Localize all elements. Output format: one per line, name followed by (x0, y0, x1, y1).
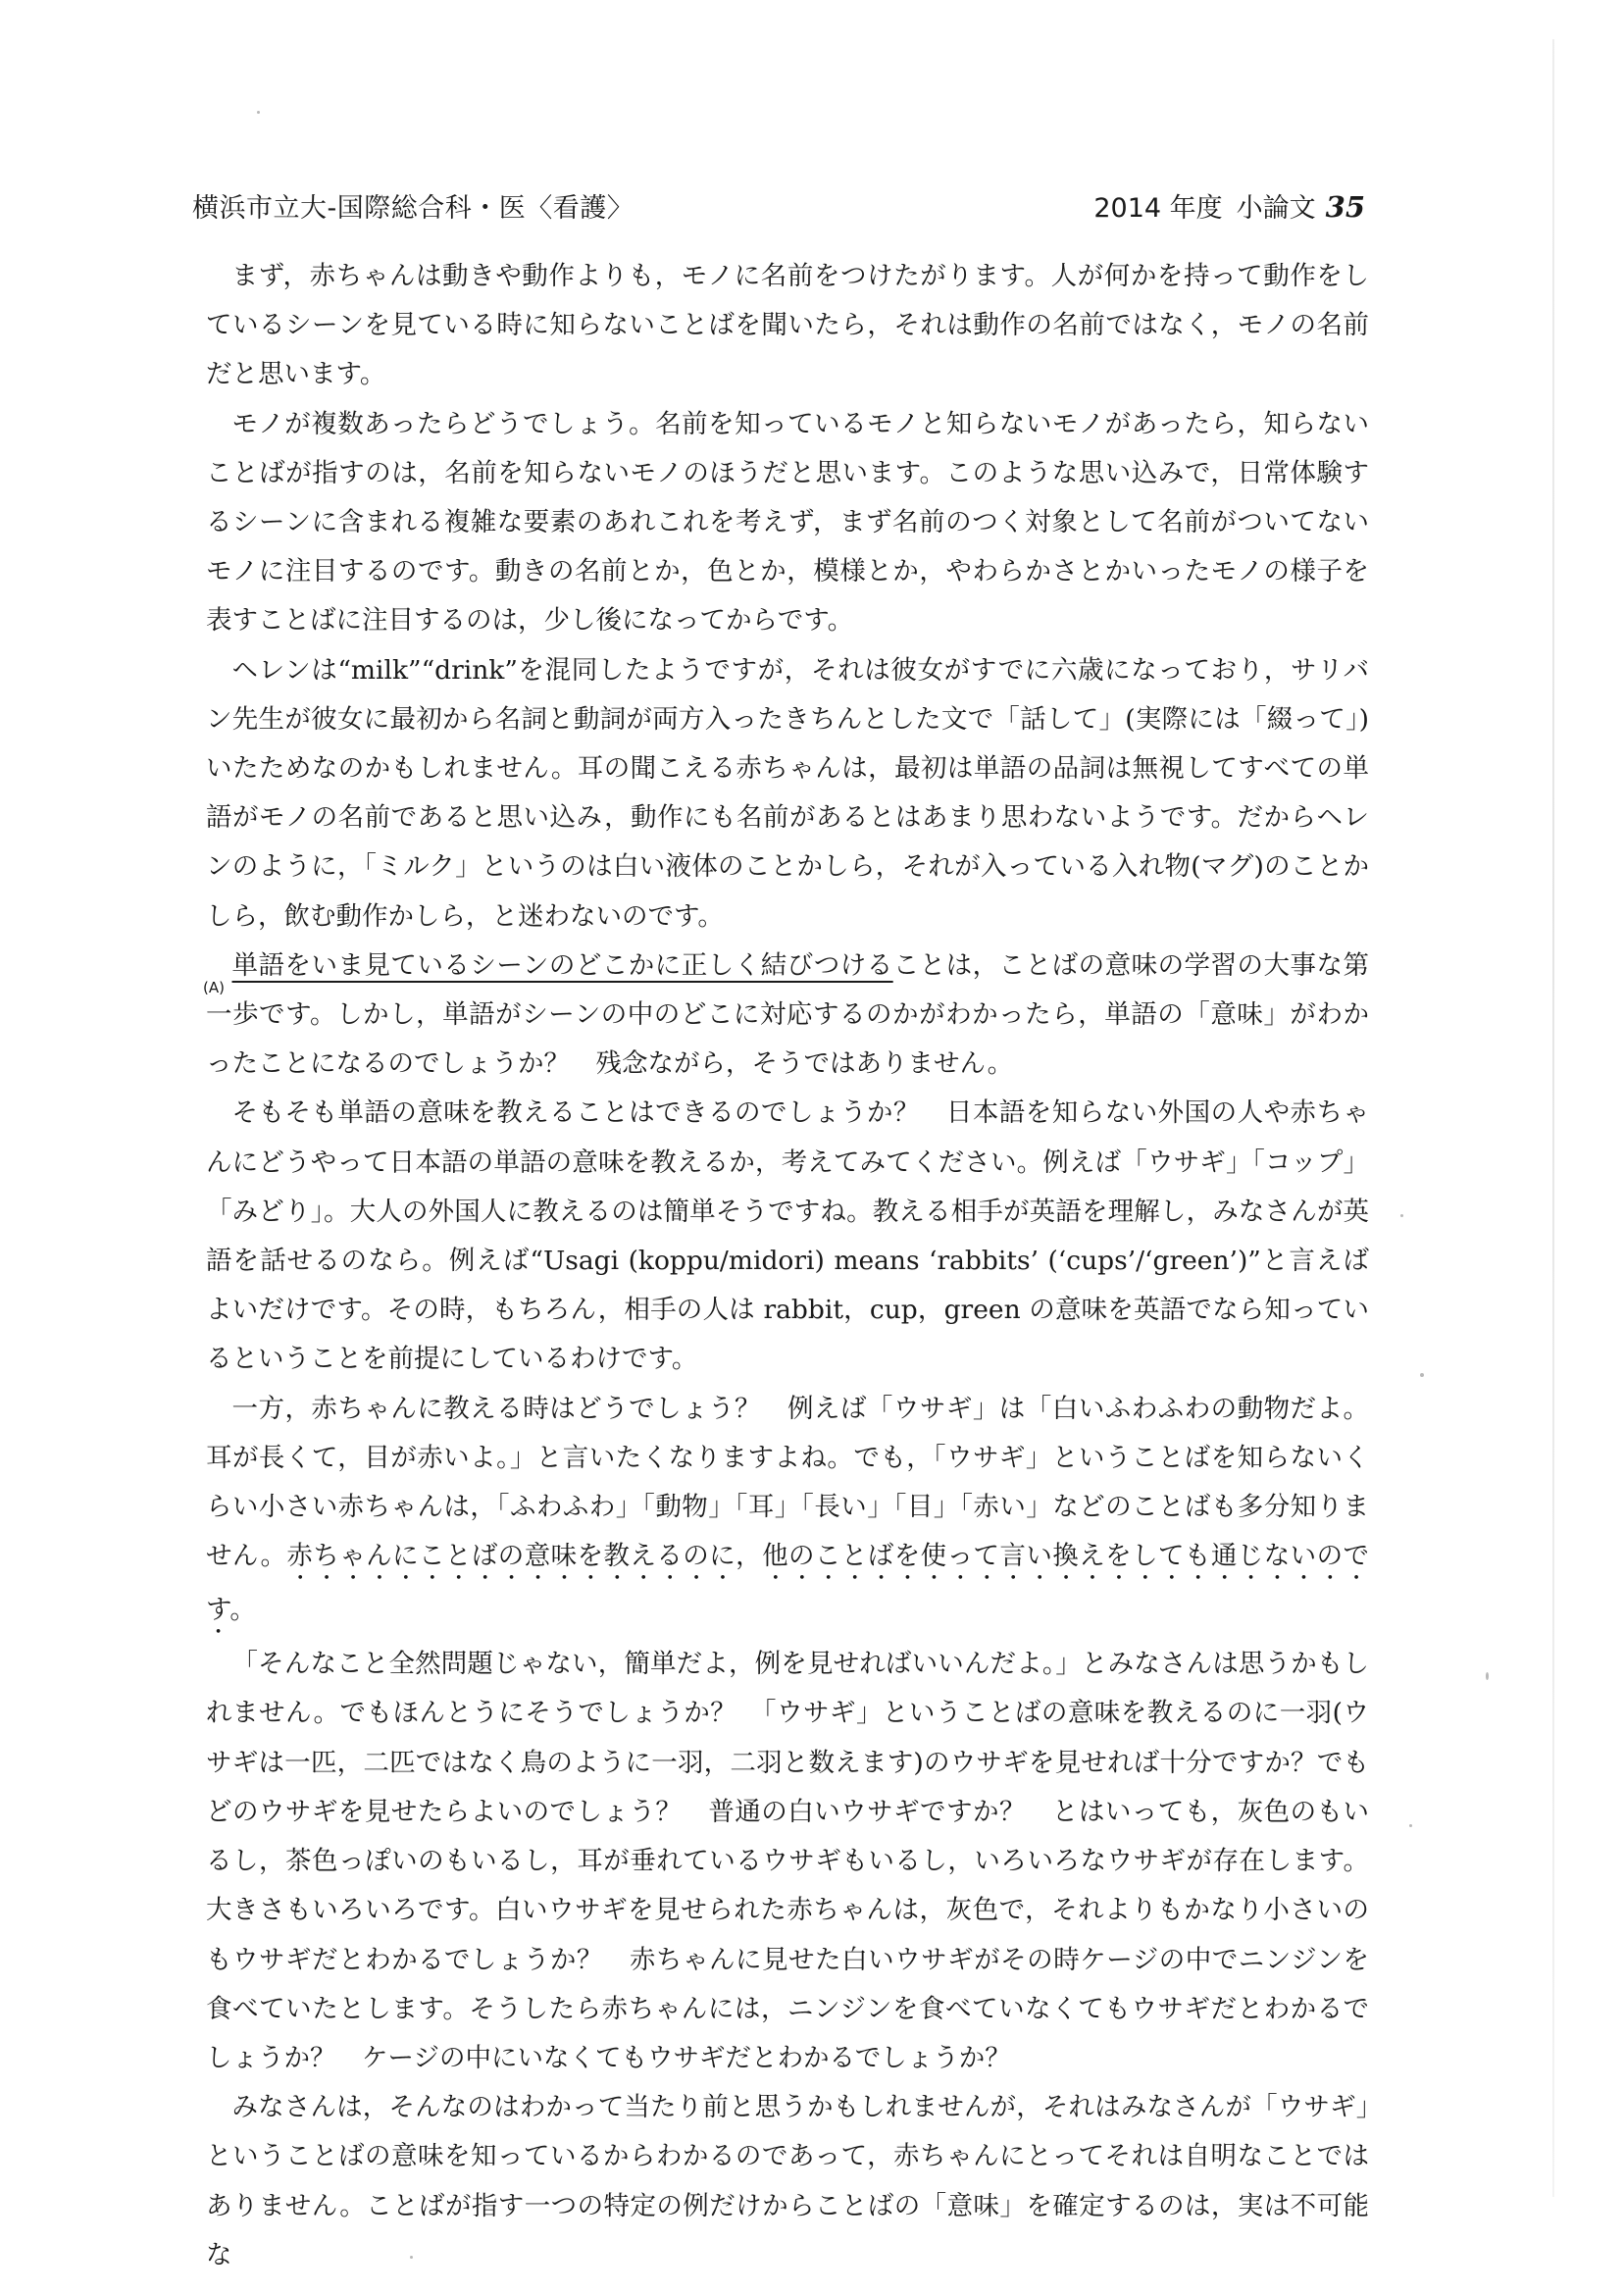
scan-speck (1400, 1214, 1403, 1217)
scan-speck (1420, 1373, 1424, 1377)
paragraph-8: みなさんは，そんなのはわかって当たり前と思うかもしれませんが，それはみなさんが「ウサギ」ということばの意味を知っているからわかるのであって，赤ちゃんにとってそれは自明なことではありません。ことばが指す一つの特定の例だけからことばの「意味」を確定するのは，実は不可能な (206, 2092, 1369, 2270)
paragraph-6-text: 一方，赤ちゃんに教える時はどうでしょう？ 例えば「ウサギ」は「白いふわふわの動物だよ。耳が長くて，目が赤いよ。」と言いたくなりますよね。でも，「ウサギ」ということばを知らないくらい小さい赤ちゃんは，「ふわふわ」「動物」「耳」「長い」「目」「赤い」などのことばも多分知りません。 (206, 1393, 1369, 1572)
scan-speck (1409, 1824, 1412, 1827)
paragraph-7: 「そんなこと全然問題じゃない，簡単だよ，例を見せればいいんだよ。」とみなさんは思うかもしれません。でもほんとうにそうでしょうか？ 「ウサギ」ということばの意味を教えるのに一羽(ウサギは一匹，二匹ではなく鳥のように一羽，二羽と数えます)のウサギを見せれば十分ですか？でもどのウサギを見せたらよいのでしょう？ 普通の白いウサギですか？ とはいっても，灰色のもいるし，茶色っぽいのもいるし，耳が垂れているウサギもいるし，いろいろなウサギが存在します。大きさもいろいろです。白いウサギを見せられた赤ちゃんは，灰色で，それよりもかなり小さいのもウサギだとわかるでしょうか？ 赤ちゃんに見せた白いウサギがその時ケージの中でニンジンを食べていたとします。そうしたら赤ちゃんには，ニンジンを食べていなくてもウサギだとわかるでしょうか？ ケージの中にいなくてもウサギだとわかるでしょうか？ (206, 1649, 1369, 2073)
header-right (1093, 186, 1365, 225)
header-year: 2014 年度 (1093, 193, 1223, 224)
page-header (192, 186, 1365, 233)
page-number: 35 (1325, 190, 1365, 224)
paragraph-6 (206, 1385, 1369, 1641)
underlined-passage-a: 単語をいま見ているシーンのどこかに正しく結びつける (231, 949, 893, 981)
emphasized-passage: 赤ちゃんにことばの意味を教えるのに，他のことばを使って言い換えをしても通じないのです。 (206, 1541, 1369, 1626)
paragraph-2: モノが複数あったらどうでしょう。名前を知っているモノと知らないモノがあったら，知らないことばが指すのは，名前を知らないモノのほうだと思います。このような思い込みで，日常体験するシーンに含まれる複雑な要素のあれこれを考えず，まず名前のつく対象として名前がついてないモノに注目するのです。動きの名前とか，色とか，模様とか，やわらかさとかいったモノの様子を表すことばに注目するのは，少し後になってからです。 (206, 408, 1369, 637)
scan-speck (1486, 1672, 1489, 1680)
paragraph-4-rest: ことは，ことばの意味の学習の大事な第一歩です。しかし，単語がシーンの中のどこに対応するのかがわかったら，単語の「意味」がわかったことになるのでしょうか？ 残念ながら，そうではありません。 (206, 949, 1369, 1080)
header-subject: 小論文 (1236, 193, 1316, 224)
paragraph-5: そもそも単語の意味を教えることはできるのでしょうか？ 日本語を知らない外国の人や赤ちゃんにどうやって日本語の単語の意味を教えるか，考えてみてください。例えば「ウサギ」「コップ」「みどり」。大人の外国人に教えるのは簡単そうですね。教える相手が英語を理解し，みなさんが英語を話せるのなら。例えば“Usagi (koppu/midori) means ‘rabbits’ (‘cups’/‘green’)”と言えばよいだけです。その時，もちろん，相手の人は rabbit，cup，green の意味を英語でなら知っているということを前提にしているわけです。 (206, 1097, 1369, 1375)
essay-body (206, 252, 1369, 2280)
paragraph-4 (206, 942, 1369, 1090)
scan-speck (257, 111, 260, 114)
paragraph-1: まず，赤ちゃんは動きや動作よりも，モノに名前をつけたがります。人が何かを持って動作をしているシーンを見ている時に知らないことばを聞いたら，それは動作の名前ではなく，モノの名前だと思います。 (206, 261, 1369, 390)
paragraph-3: ヘレンは“milk”“drink”を混同したようですが，それは彼女がすでに六歳になっており，サリバン先生が彼女に最初から名詞と動詞が両方入ったきちんとした文で「話して」(実際には「綴って」)いたためなのかもしれません。耳の聞こえる赤ちゃんは，最初は単語の品詞は無視してすべての単語がモノの名前であると思い込み，動作にも名前があるとはあまり思わないようです。だからヘレンのように，「ミルク」というのは白い液体のことかしら，それが入っている入れ物(マグ)のことかしら，飲む動作かしら，と迷わないのです。 (206, 654, 1369, 932)
underline-marker-a: (A) (203, 979, 225, 996)
scan-edge-line (1552, 39, 1554, 2197)
header-title: 横浜市立大-国際総合科・医〈看護〉 (192, 193, 634, 224)
